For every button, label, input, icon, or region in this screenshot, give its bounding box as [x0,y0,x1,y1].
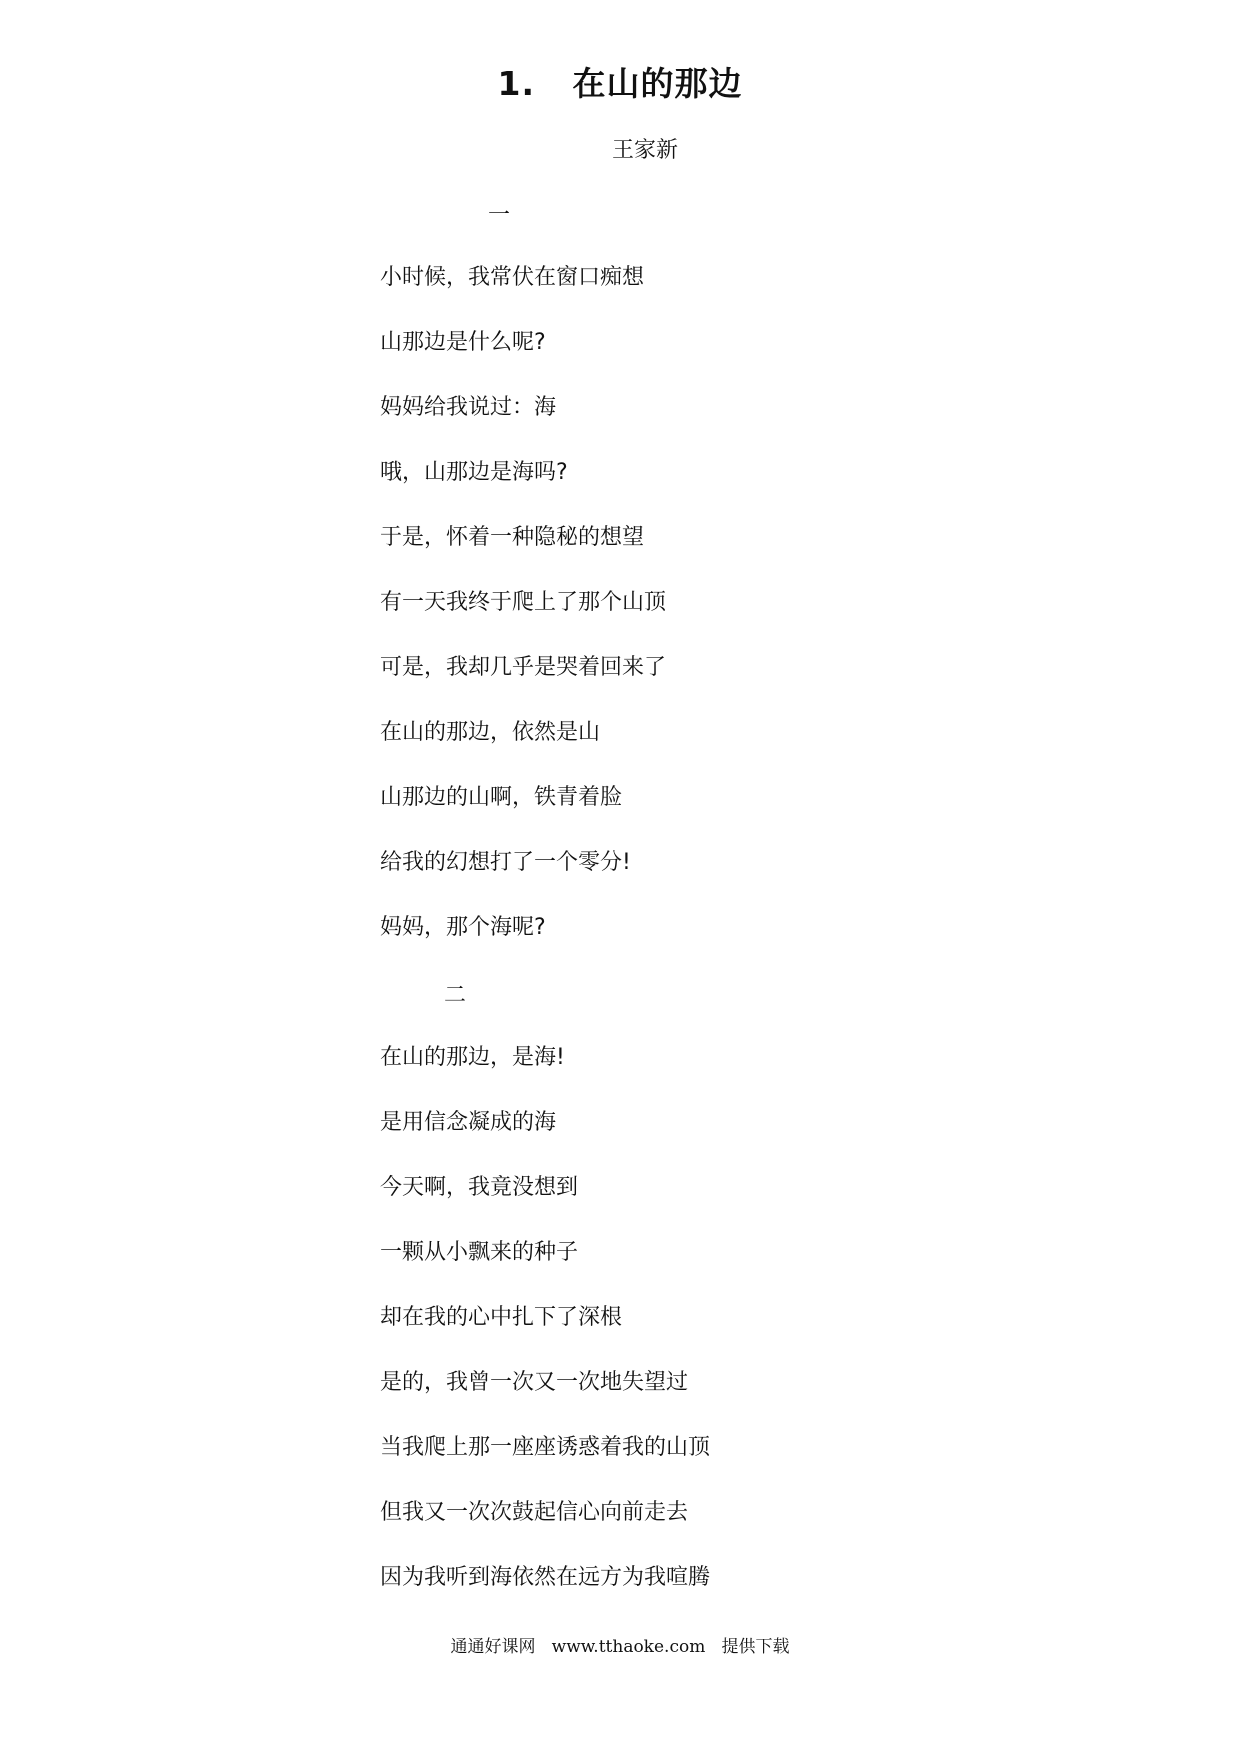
poem-line: 于是，怀着一种隐秘的想望 [380,525,645,550]
poem-line: 小时候，我常伏在窗口痴想 [380,265,645,290]
poem-line: 山那边是什么呢? [380,330,546,355]
poem-line: 是的，我曾一次又一次地失望过 [380,1370,689,1395]
poem-line: 在山的那边，是海! [380,1045,565,1070]
poem-line: 哦，山那边是海吗? [380,460,568,485]
poem-line: 有一天我终于爬上了那个山顶 [380,590,667,615]
section-marker-one: 一 [488,203,511,228]
poem-line: 在山的那边，依然是山 [380,720,601,745]
poem-line: 给我的幻想打了一个零分! [380,850,631,875]
poem-line: 因为我听到海依然在远方为我喧腾 [380,1565,711,1590]
section-marker-two: 二 [444,983,467,1008]
poem-line: 今天啊，我竟没想到 [380,1175,579,1200]
poem-line: 但我又一次次鼓起信心向前走去 [380,1500,689,1525]
poem-line: 却在我的心中扎下了深根 [380,1305,623,1330]
poem-line: 妈妈，那个海呢? [380,915,546,940]
poem-line: 当我爬上那一座座诱惑着我的山顶 [380,1435,711,1460]
poem-line: 可是，我却几乎是哭着回来了 [380,655,667,680]
poem-title: 1. 在山的那边 [497,64,743,103]
poem-line: 是用信念凝成的海 [380,1110,557,1135]
poem-line: 妈妈给我说过：海 [380,395,557,420]
poem-author: 王家新 [611,138,678,163]
poem-line: 山那边的山啊，铁青着脸 [380,785,623,810]
footer-source-note: 通通好课网 www.tthaoke.com 提供下载 [450,1637,790,1657]
poem-line: 一颗从小飘来的种子 [380,1240,579,1265]
